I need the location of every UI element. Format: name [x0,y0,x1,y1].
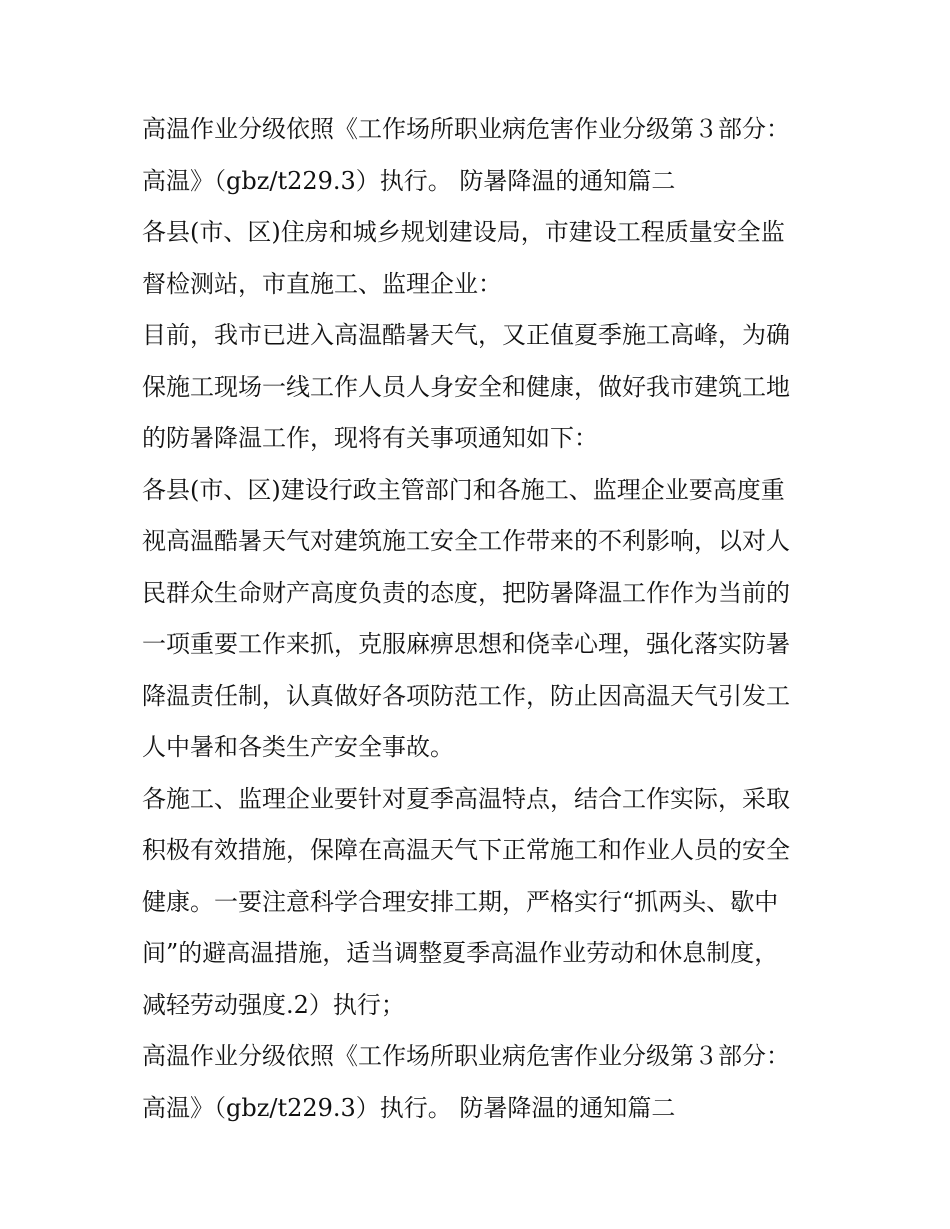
text-line: 健康。一要注意科学合理安排工期，严格实行“抓两头、歇中 [142,887,779,916]
text-line: 高温》（gbz/t229.3）执行。 防暑降温的通知篇二 [142,1093,676,1122]
text-line: 的防暑降温工作，现将有关事项通知如下： [142,424,598,452]
text-line: 积极有效措施，保障在高温天气下正常施工和作业人员的安全 [142,836,790,864]
text-line: 减轻劳动强度.2）执行； [142,990,405,1019]
text-line: 民群众生命财产高度负责的态度，把防暑降温工作作为当前的 [142,578,790,607]
text-line: 各施工、监理企业要针对夏季高温特点，结合工作实际，采取 [142,784,790,813]
text-line: 高温作业分级依照《工作场所职业病危害作业分级第３部分： [142,1042,790,1070]
text-line: 各县(市、区)住房和城乡规划建设局，市建设工程质量安全监 [142,218,785,246]
text-line: 间”的避高温措施，适当调整夏季高温作业劳动和休息制度， [142,939,779,967]
text-line: 目前，我市已进入高温酷暑天气，又正值夏季施工高峰，为确 [142,321,790,349]
text-line: 一项重要工作来抓，克服麻痹思想和侥幸心理，强化落实防暑 [142,630,790,658]
text-line: 人中暑和各类生产安全事故。 [142,733,454,761]
text-line: 督检测站，市直施工、监理企业： [142,269,502,298]
text-line: 降温责任制，认真做好各项防范工作，防止因高温天气引发工 [142,681,790,710]
text-line: 保施工现场一线工作人员人身安全和健康，做好我市建筑工地 [142,372,790,401]
document-body [142,104,814,1134]
text-line: 高温》（gbz/t229.3）执行。 防暑降温的通知篇二 [142,166,676,195]
text-line: 视高温酷暑天气对建筑施工安全工作带来的不利影响，以对人 [142,527,790,555]
text-line: 高温作业分级依照《工作场所职业病危害作业分级第３部分： [142,115,790,143]
text-line: 各县(市、区)建设行政主管部门和各施工、监理企业要高度重 [142,475,785,504]
